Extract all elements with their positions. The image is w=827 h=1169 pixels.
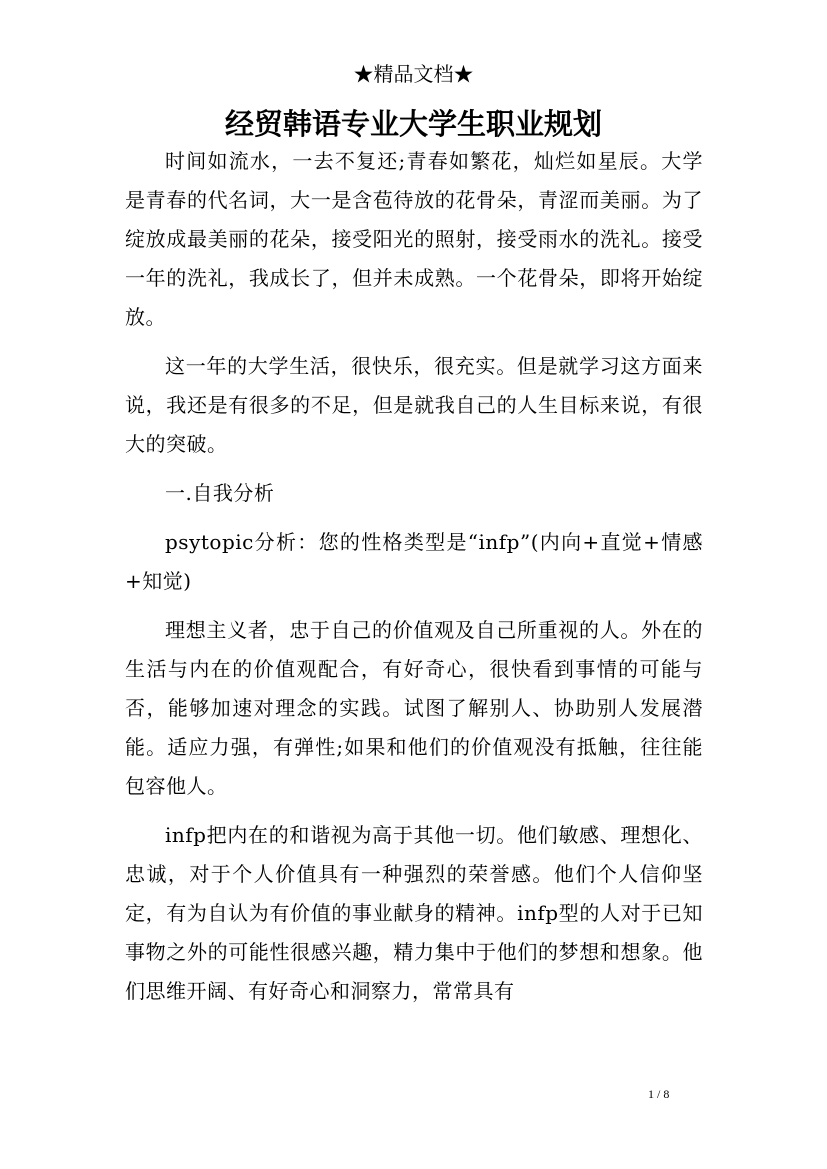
document-header: ★精品文档★ bbox=[353, 62, 474, 86]
paragraph-personality-type: psytopic分析：您的性格类型是“infp”(内向+直觉+情感+知觉) bbox=[125, 530, 703, 593]
paragraph-infp-description: infp把内在的和谐视为高于其他一切。他们敏感、理想化、忠诚，对于个人价值具有一种强烈的荣誉感。他们个人信仰坚定，有为自认为有价值的事业献身的精神。infp型的人对于已知事物之外的可能性很感兴趣，精力集中于他们的梦想和想象。他们思维开阔、有好奇心和洞察力，常常具有 bbox=[125, 823, 703, 1003]
paragraph-idealist: 理想主义者，忠于自己的价值观及自己所重视的人。外在的生活与内在的价值观配合，有好奇心，很快看到事情的可能与否，能够加速对理念的实践。试图了解别人、协助别人发展潜能。适应力强，有弹性;如果和他们的价值观没有抵触，往往能包容他人。 bbox=[125, 618, 703, 798]
paragraph-year-review: 这一年的大学生活，很快乐，很充实。但是就学习这方面来说，我还是有很多的不足，但是就我自己的人生目标来说，有很大的突破。 bbox=[125, 354, 703, 456]
page-number: 1 / 8 bbox=[648, 1087, 670, 1101]
document-title: 经贸韩语专业大学生职业规划 bbox=[224, 107, 602, 141]
section-heading-self-analysis: 一.自我分析 bbox=[165, 481, 275, 505]
paragraph-intro: 时间如流水，一去不复还;青春如繁花，灿烂如星辰。大学是青春的代名词，大一是含苞待放的花骨朵，青涩而美丽。为了绽放成最美丽的花朵，接受阳光的照射，接受雨水的洗礼。接受一年的洗礼，我成长了，但并未成熟。一个花骨朵，即将开始绽放。 bbox=[125, 149, 703, 329]
document-body bbox=[125, 142, 703, 1011]
